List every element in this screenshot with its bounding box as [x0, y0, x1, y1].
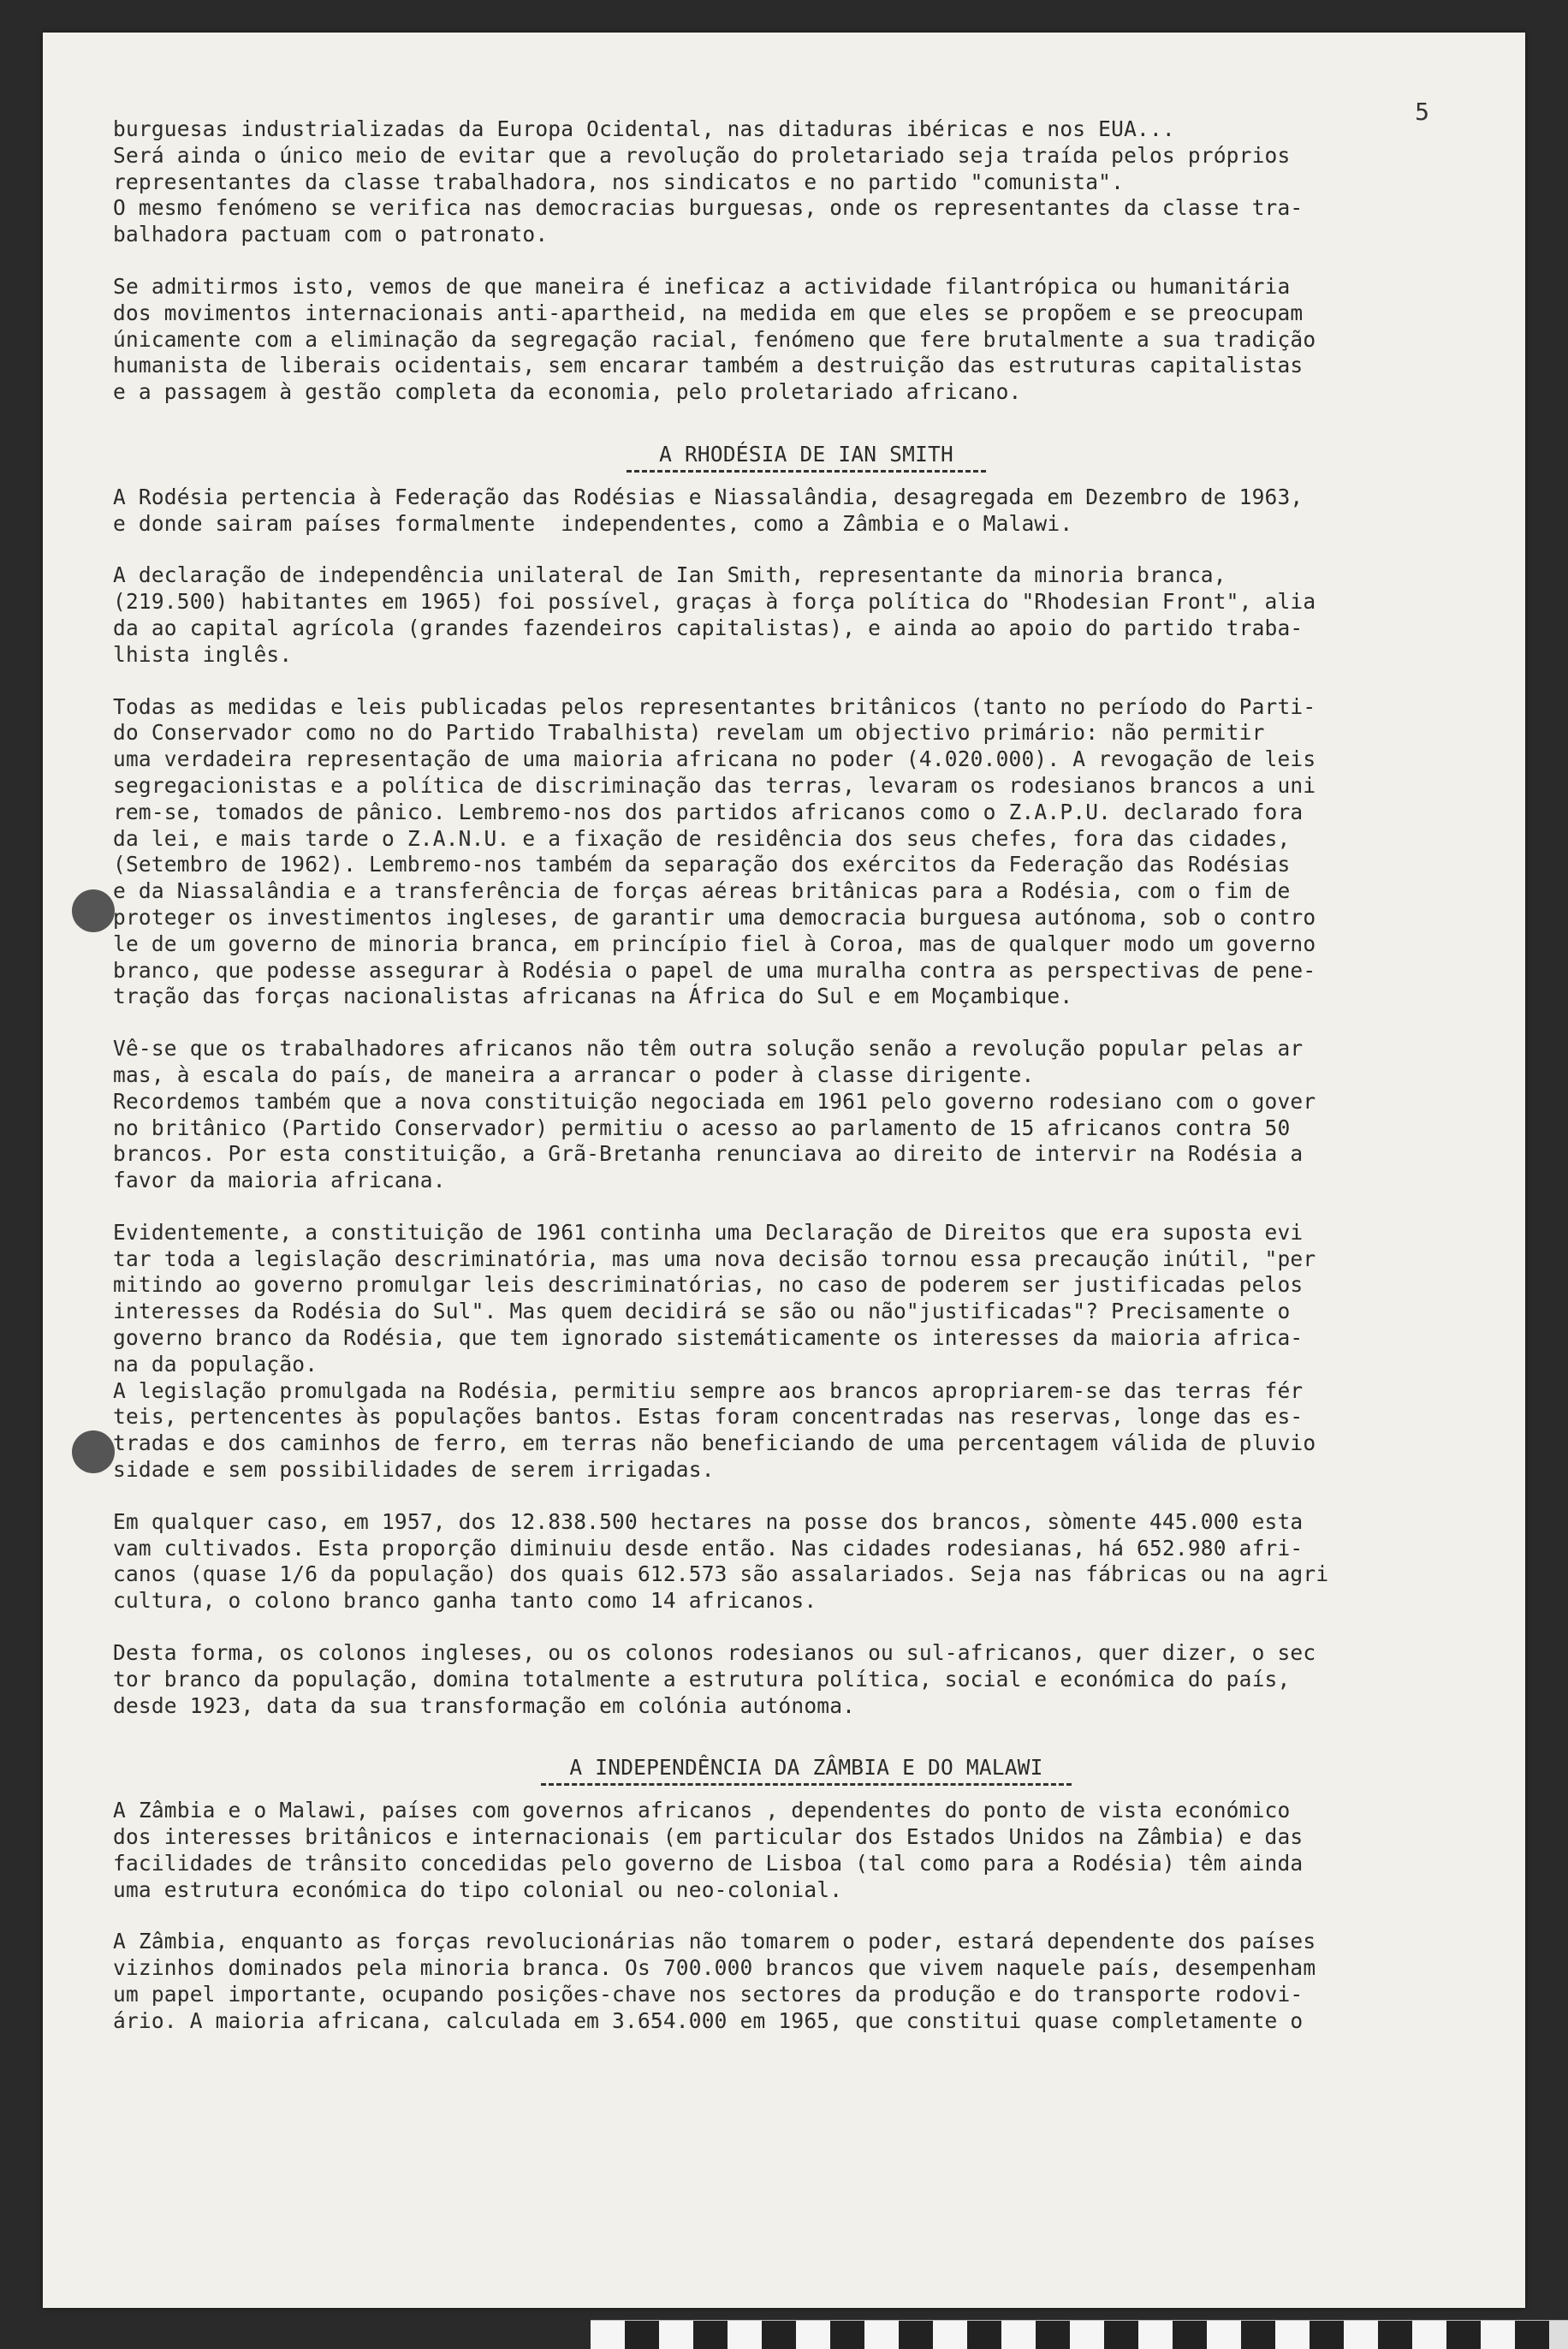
text-line: A Rodésia pertencia à Federação das Rodésias e Niassalândia, desagregada em Dezembro de 1963,: [113, 484, 1304, 509]
scale-segment: [1241, 2321, 1275, 2349]
text-line: cultura, o colono branco ganha tanto como 14 africanos.: [113, 1588, 817, 1614]
scale-segment: [1344, 2321, 1378, 2349]
paragraph: [113, 116, 1500, 248]
text-line: uma estrutura económica do tipo colonial ou neo-colonial.: [113, 1876, 843, 1902]
text-line: branco, que podesse assegurar à Rodésia o papel de uma muralha contra as perspectivas de pene-: [113, 957, 1316, 983]
text-line: ário. A maioria africana, calculada em 3.654.000 em 1965, que constitui quase completamente o: [113, 2007, 1304, 2033]
text-line: Em qualquer caso, em 1957, dos 12.838.500 hectares na posse dos brancos, sòmente 445.000 esta: [113, 1508, 1304, 1534]
heading-underline: [541, 1783, 1072, 1786]
scale-segment: [659, 2321, 693, 2349]
document-body: [113, 116, 1500, 2061]
text-line: proteger os investimentos ingleses, de garantir uma democracia burguesa autónoma, sob o contro: [113, 904, 1316, 930]
scale-segment: [762, 2321, 796, 2349]
text-line: Será ainda o único meio de evitar que a revolução do proletariado seja traída pelos próprios: [113, 142, 1291, 168]
text-line: da lei, e mais tarde o Z.A.N.U. e a fixação de residência dos seus chefes, fora das cidades,: [113, 825, 1291, 851]
scale-segment: [967, 2321, 1001, 2349]
text-line: sidade e sem possibilidades de serem irrigadas.: [113, 1457, 715, 1483]
text-line: A declaração de independência unilateral de Ian Smith, representante da minoria branca,: [113, 562, 1226, 588]
text-line: vam cultivados. Esta proporção diminuiu desde então. Nas cidades rodesianas, há 652.980 afri-: [113, 1535, 1304, 1561]
text-line: da ao capital agrícola (grandes fazendeiros capitalistas), e ainda ao apoio do partido traba-: [113, 615, 1304, 640]
text-line: tradas e dos caminhos de ferro, em terras não beneficiando de uma percentagem válida de pluvio: [113, 1430, 1316, 1456]
scale-segment: [1275, 2321, 1310, 2349]
paragraph: [113, 1220, 1500, 1484]
text-line: representantes da classe trabalhadora, nos sindicatos e no partido "comunista".: [113, 169, 1125, 194]
text-line: governo branco da Rodésia, que tem ignorado sistemáticamente os interesses da maioria africa-: [113, 1325, 1304, 1351]
text-line: e a passagem à gestão completa da economia, pelo proletariado africano.: [113, 379, 1022, 405]
text-line: interesses da Rodésia do Sul". Mas quem decidirá se são ou não"justificadas"? Precisamente o: [113, 1299, 1291, 1324]
text-line: lhista inglês.: [113, 641, 293, 667]
scale-segment: [1412, 2321, 1446, 2349]
text-line: O mesmo fenómeno se verifica nas democracias burguesas, onde os representantes da classe tra-: [113, 195, 1304, 221]
text-line: burguesas industrializadas da Europa Ocidental, nas ditaduras ibéricas e nos EUA...: [113, 116, 1175, 141]
text-line: tar toda a legislação descriminatória, mas uma nova decisão tornou essa precaução inútil, "per: [113, 1246, 1316, 1271]
paragraph: [113, 1509, 1500, 1615]
scale-segment: [1138, 2321, 1173, 2349]
paragraph: [113, 1036, 1500, 1194]
text-line: (219.500) habitantes em 1965) foi possível, graças à força política do "Rhodesian Front", alia: [113, 589, 1316, 615]
text-line: A Zâmbia, enquanto as forças revolucionárias não tomarem o poder, estará dependente dos países: [113, 1929, 1316, 1954]
text-line: vizinhos dominados pela minoria branca. Os 700.000 brancos que vivem naquele país, desempenham: [113, 1955, 1316, 1981]
text-line: canos (quase 1/6 da população) dos quais 612.573 são assalariados. Seja nas fábricas ou na agri: [113, 1561, 1329, 1587]
scale-segment: [625, 2321, 659, 2349]
text-line: Vê-se que os trabalhadores africanos não têm outra solução senão a revolução popular pelas ar: [113, 1036, 1304, 1062]
paragraph: [113, 562, 1500, 668]
scale-segment: [830, 2321, 864, 2349]
section-heading: A INDEPENDÊNCIA DA ZÂMBIA E DO MALAWI: [569, 1755, 1043, 1781]
scale-segment: [1515, 2321, 1549, 2349]
scale-segment: [1070, 2321, 1104, 2349]
document-page: [43, 33, 1525, 2308]
scale-segment: [1446, 2321, 1481, 2349]
text-line: (Setembro de 1962). Lembremo-nos também da separação dos exércitos da Federação das Rodésias: [113, 852, 1291, 877]
scale-segment: [1378, 2321, 1412, 2349]
scale-segment: [1481, 2321, 1515, 2349]
section-heading: A RHODÉSIA DE IAN SMITH: [659, 441, 953, 467]
text-line: dos movimentos internacionais anti-apartheid, na medida em que eles se propõem e se preocupam: [113, 300, 1304, 325]
scale-segment: [1207, 2321, 1241, 2349]
text-line: mas, à escala do país, de maneira a arrancar o poder à classe dirigente.: [113, 1062, 1035, 1087]
scale-bar: [591, 2320, 1568, 2349]
text-line: facilidades de trânsito concedidas pelo governo de Lisboa (tal como para a Rodésia) têm ainda: [113, 1850, 1304, 1876]
scale-segment: [933, 2321, 967, 2349]
paragraph: [113, 485, 1500, 538]
scale-segment: [693, 2321, 728, 2349]
text-line: e da Niassalândia e a transferência de forças aéreas britânicas para a Rodésia, com o fim de: [113, 878, 1291, 904]
scale-segment: [1173, 2321, 1207, 2349]
text-line: Desta forma, os colonos ingleses, ou os colonos rodesianos ou sul-africanos, quer dizer, o sec: [113, 1640, 1316, 1666]
text-line: Recordemos também que a nova constituição negociada em 1961 pelo governo rodesiano com o gover: [113, 1088, 1316, 1114]
text-line: Se admitirmos isto, vemos de que maneira é ineficaz a actividade filantrópica ou humanitária: [113, 273, 1291, 299]
scale-segment: [1310, 2321, 1344, 2349]
text-line: le de um governo de minoria branca, em princípio fiel à Coroa, mas de qualquer modo um governo: [113, 931, 1316, 956]
scale-segment: [864, 2321, 899, 2349]
text-line: favor da maioria africana.: [113, 1168, 446, 1193]
punch-hole: [72, 889, 115, 932]
text-line: segregacionistas e a política de discriminação das terras, levaram os rodesianos brancos a uni: [113, 772, 1316, 798]
page-number: 5: [1415, 98, 1429, 126]
text-line: no britânico (Partido Conservador) permitiu o acesso ao parlamento de 15 africanos contra 50: [113, 1115, 1291, 1140]
text-line: Todas as medidas e leis publicadas pelos representantes britânicos (tanto no período do Parti-: [113, 693, 1316, 719]
scale-segment: [1001, 2321, 1036, 2349]
text-line: mitindo ao governo promulgar leis descriminatórias, no caso de poderem ser justificadas pelos: [113, 1272, 1304, 1298]
scale-segment: [1036, 2321, 1070, 2349]
text-line: Evidentemente, a constituição de 1961 continha uma Declaração de Direitos que era suposta evi: [113, 1219, 1304, 1245]
paragraph: [113, 1929, 1500, 2034]
text-line: balhadora pactuam com o patronato.: [113, 222, 549, 247]
scale-segment: [728, 2321, 762, 2349]
text-line: únicamente com a eliminação da segregação racial, fenómeno que fere brutalmente a sua tradição: [113, 326, 1316, 352]
scale-segment: [1104, 2321, 1138, 2349]
paragraph: [113, 1640, 1500, 1719]
text-line: humanista de liberais ocidentais, sem encarar também a destruição das estruturas capitalistas: [113, 353, 1304, 378]
text-line: A Zâmbia e o Malawi, países com governos africanos , dependentes do ponto de vista económico: [113, 1798, 1291, 1823]
text-line: dos interesses britânicos e internacionais (em particular dos Estados Unidos na Zâmbia) e das: [113, 1824, 1304, 1850]
punch-hole: [72, 1430, 115, 1473]
scale-segment: [591, 2321, 625, 2349]
text-line: na da população.: [113, 1351, 318, 1377]
text-line: tração das forças nacionalistas africanas na África do Sul e em Moçambique.: [113, 984, 1073, 1009]
scale-segment: [899, 2321, 933, 2349]
text-line: desde 1923, data da sua transformação em colónia autónoma.: [113, 1692, 856, 1718]
text-line: uma verdadeira representação de uma maioria africana no poder (4.020.000). A revogação de leis: [113, 746, 1316, 772]
paragraph: [113, 694, 1500, 1011]
heading-underline: [627, 470, 986, 473]
text-line: e donde sairam países formalmente independentes, como a Zâmbia e o Malawi.: [113, 510, 1073, 536]
paragraph: [113, 274, 1500, 406]
text-line: rem-se, tomados de pânico. Lembremo-nos dos partidos africanos como o Z.A.P.U. declarado fora: [113, 799, 1304, 824]
text-line: do Conservador como no do Partido Trabalhista) revelam um objectivo primário: não permitir: [113, 720, 1265, 746]
text-line: um papel importante, ocupando posições-chave nos sectores da produção e do transporte rodovi-: [113, 1982, 1304, 2007]
paragraph: [113, 1798, 1500, 1903]
text-line: A legislação promulgada na Rodésia, permitiu sempre aos brancos apropriarem-se das terras fér: [113, 1377, 1304, 1403]
text-line: brancos. Por esta constituição, a Grã-Bretanha renunciava ao direito de intervir na Rodésia a: [113, 1141, 1304, 1167]
scale-segment: [796, 2321, 830, 2349]
text-line: teis, pertencentes às populações bantos. Estas foram concentradas nas reservas, longe das es-: [113, 1404, 1304, 1430]
text-line: tor branco da população, domina totalmente a estrutura política, social e económica do país,: [113, 1666, 1291, 1692]
